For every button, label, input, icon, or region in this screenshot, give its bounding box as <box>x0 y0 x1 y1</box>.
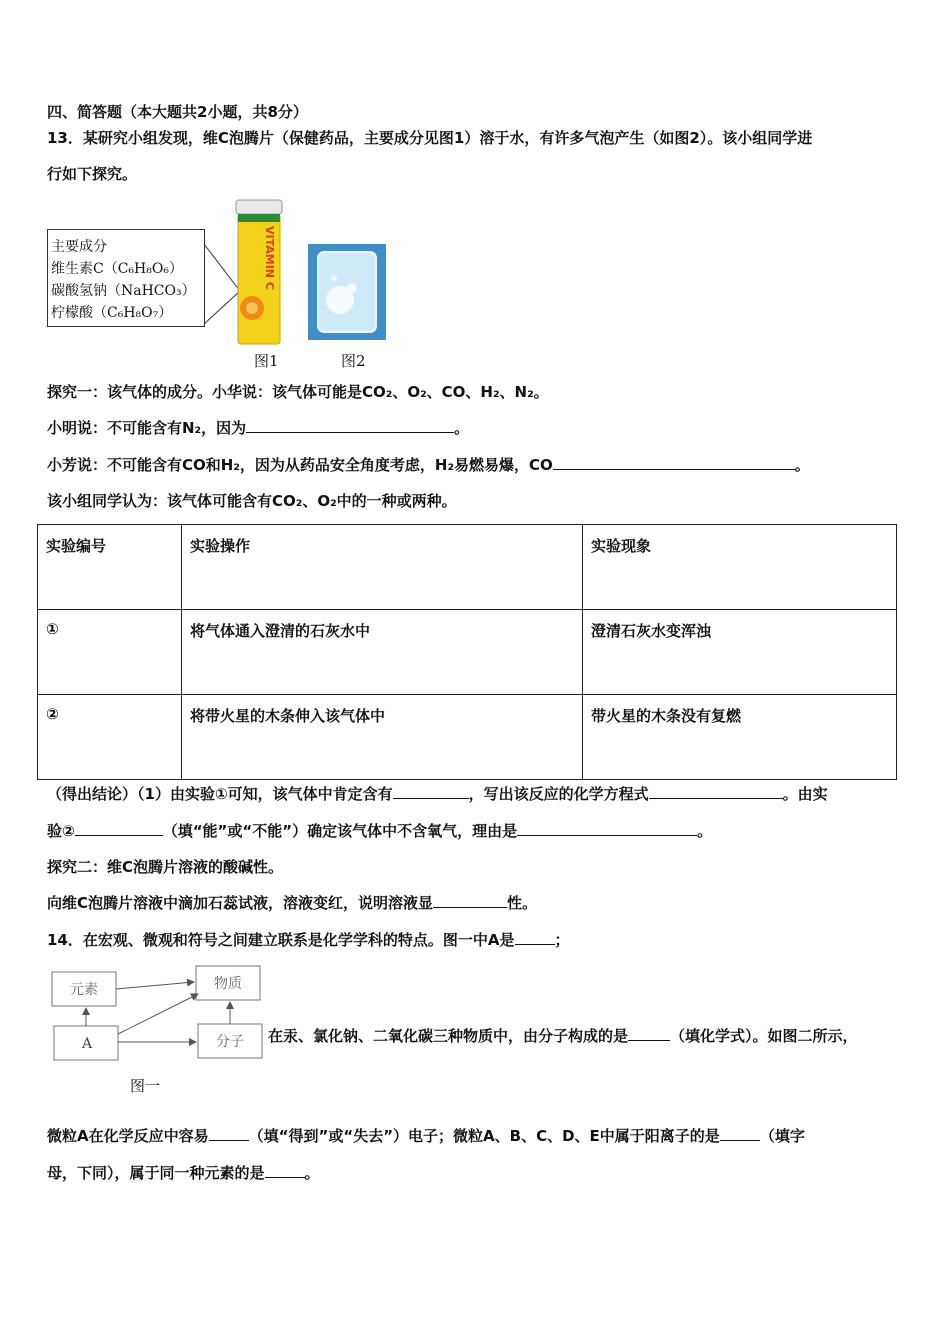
vitamin-c-tube-image <box>236 200 282 344</box>
answer-blank-molecular[interactable] <box>628 1026 670 1041</box>
ingredient-vitamin-c: 维生素C（C₆H₈O₆） <box>51 261 183 277</box>
period: 。 <box>454 419 470 437</box>
fig1-caption: 图1 <box>254 352 279 370</box>
table-row <box>38 695 897 780</box>
diagram-caption: 图一 <box>130 1077 161 1095</box>
answer-blank-can[interactable] <box>75 821 163 836</box>
table-header: 实验编号 <box>38 525 182 610</box>
q14-text: （填“得到”或“失去”）电子；微粒A、B、C、D、E中属于阳离子的是 <box>248 1127 720 1145</box>
conclusion-text: 验② <box>47 822 75 840</box>
q13-intro-a: 13．某研究小组发现，维C泡腾片（保健药品，主要成分见图1）溶于水，有许多气泡产生（如图2）。该小组同学进 <box>47 129 813 147</box>
q14-text: 14．在宏观、微观和符号之间建立联系是化学学科的特点。图一中A是 <box>47 931 515 949</box>
table-header-row <box>38 525 897 610</box>
conclusion-text: （得出结论）（1）由实验①可知，该气体中肯定含有 <box>47 785 393 803</box>
label-element: 元素 <box>70 982 98 998</box>
q13-intro-b: 行如下探究。 <box>47 165 138 183</box>
xiaofang-line <box>47 455 810 475</box>
xiaoming-line <box>47 418 469 438</box>
q14-line2 <box>268 1026 858 1046</box>
q14-text: 。 <box>304 1164 320 1182</box>
table-cell: 将带火星的木条伸入该气体中 <box>182 695 583 780</box>
q14-text: 在汞、氯化钠、二氧化碳三种物质中，由分子构成的是 <box>268 1027 629 1045</box>
experiment-table <box>37 524 897 780</box>
conclusion-text: （填“能”或“不能”）确定该气体中不含氧气，理由是 <box>162 822 518 840</box>
q14-line1 <box>47 930 570 950</box>
ingredients-title: 主要成分 <box>51 239 107 255</box>
litmus-line <box>47 893 537 913</box>
table-header: 实验操作 <box>182 525 583 610</box>
conclusion-text: ，写出该反应的化学方程式 <box>468 785 649 803</box>
table-row <box>38 610 897 695</box>
explore-two: 探究二：维C泡腾片溶液的酸碱性。 <box>47 858 284 876</box>
label-a: A <box>82 1036 93 1052</box>
callout-line <box>204 244 240 291</box>
table-cell: ② <box>38 695 182 780</box>
answer-blank-n2[interactable] <box>246 418 454 433</box>
table-cell: 澄清石灰水变浑浊 <box>583 610 897 695</box>
group-line: 该小组同学认为：该气体可能含有CO₂、O₂中的一种或两种。 <box>47 492 457 510</box>
litmus-end: 性。 <box>507 894 538 912</box>
period: 。 <box>794 456 810 474</box>
table-cell: 带火星的木条没有复燃 <box>583 695 897 780</box>
conclusion-line-b <box>47 821 712 841</box>
semicolon: ； <box>554 931 570 949</box>
label-molecule: 分子 <box>216 1034 244 1050</box>
q14-text: 母，下同），属于同一种元素的是 <box>47 1164 265 1182</box>
figure-images <box>200 196 400 351</box>
answer-blank-electron[interactable] <box>209 1126 249 1141</box>
table-header: 实验现象 <box>583 525 897 610</box>
answer-blank-same-element[interactable] <box>265 1163 305 1178</box>
relation-diagram <box>48 962 270 1066</box>
litmus-text: 向维C泡腾片溶液中滴加石蕊试液，溶液变红，说明溶液显 <box>47 894 434 912</box>
answer-blank-a[interactable] <box>515 930 555 945</box>
section-title: 四、简答题（本大题共2小题，共8分） <box>47 103 308 121</box>
ingredients-box <box>47 229 205 327</box>
answer-blank-reason[interactable] <box>517 821 697 836</box>
answer-blank-acidity[interactable] <box>433 893 507 908</box>
glass-image <box>308 244 386 340</box>
q14-text: 微粒A在化学反应中容易 <box>47 1127 209 1145</box>
answer-blank-co[interactable] <box>553 455 795 470</box>
answer-blank-gas[interactable] <box>393 784 469 799</box>
q14-line3 <box>47 1126 805 1146</box>
answer-blank-cation[interactable] <box>720 1126 760 1141</box>
q14-line4 <box>47 1163 320 1183</box>
conclusion-text: 。由实 <box>782 785 828 803</box>
ingredient-citric-acid: 柠檬酸（C₆H₈O₇） <box>51 305 173 321</box>
label-substance: 物质 <box>214 976 242 992</box>
period: 。 <box>697 822 713 840</box>
xiaoming-text: 小明说：不可能含有N₂，因为 <box>47 419 247 437</box>
conclusion-line-a <box>47 784 828 804</box>
tube-label: VITAMIN C <box>263 226 276 290</box>
q14-text: （填字 <box>759 1127 805 1145</box>
answer-blank-equation[interactable] <box>649 784 783 799</box>
explore-one: 探究一：该气体的成分。小华说：该气体可能是CO₂、O₂、CO、H₂、N₂。 <box>47 383 549 401</box>
table-cell: ① <box>38 610 182 695</box>
fig2-caption: 图2 <box>341 352 366 370</box>
xiaofang-text: 小芳说：不可能含有CO和H₂，因为从药品安全角度考虑，H₂易燃易爆，CO <box>47 456 553 474</box>
q14-text: （填化学式）。如图二所示， <box>670 1027 858 1045</box>
ingredient-nahco3: 碳酸氢钠（NaHCO₃） <box>51 283 196 299</box>
table-cell: 将气体通入澄清的石灰水中 <box>182 610 583 695</box>
